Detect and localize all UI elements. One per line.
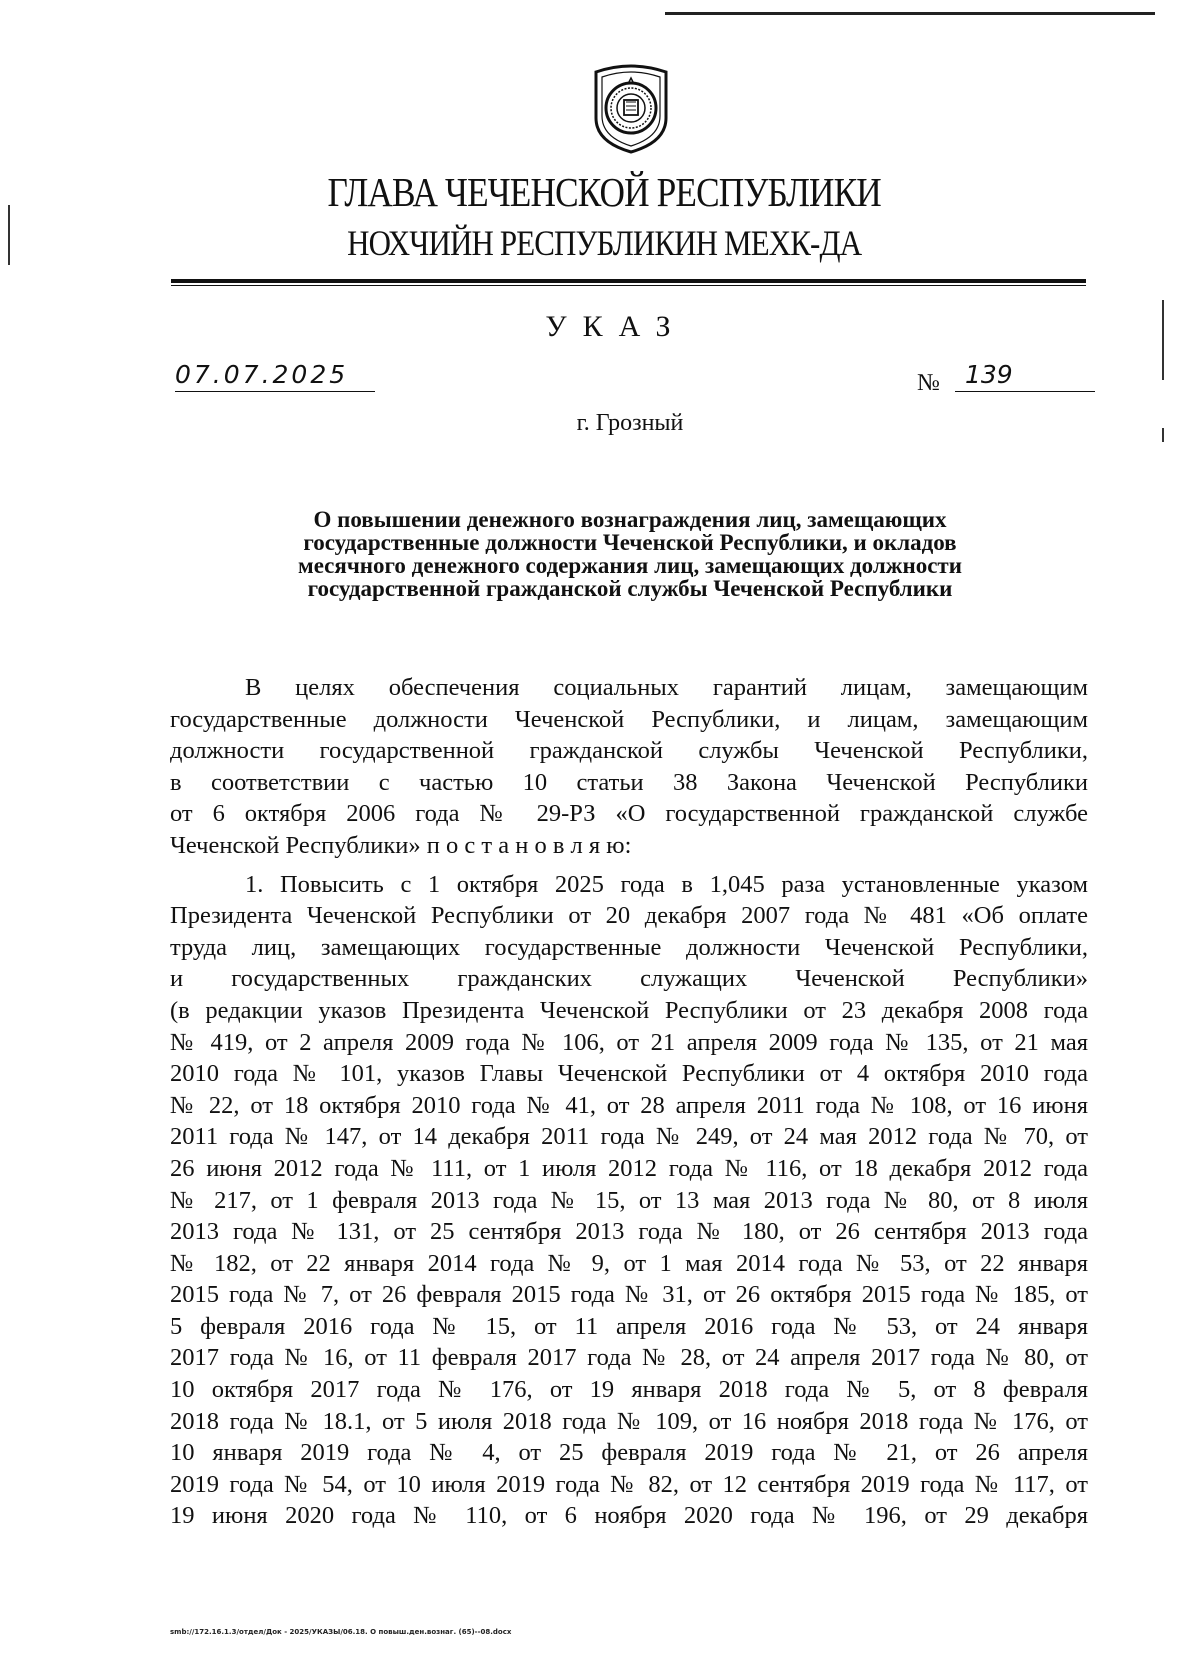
item1-line: 2019 года № 54, от 10 июля 2019 года № 82, от 12 сентября 2019 года № 117, от <box>170 1470 1088 1498</box>
document-date: 07.07.2025 <box>175 360 375 392</box>
preamble-line: государственные должности Чеченской Республики, и лицам, замещающим <box>170 705 1088 733</box>
footer-file-path: smb://172.16.1.3/отдел/Док - 2025/УКАЗЫ/06.18. О повыш.ден.вознаг. (65)--08.docx <box>170 1628 512 1636</box>
preamble-line: Чеченской Республики» п о с т а н о в л я ю: <box>170 831 632 859</box>
item1-line: и государственных гражданских служащих Чеченской Республики» <box>170 965 1088 993</box>
scan-edge-line <box>665 12 1155 15</box>
item1-line: № 419, от 2 апреля 2009 года № 106, от 21 апреля 2009 года № 135, от 21 мая <box>170 1028 1088 1056</box>
item1-line: 5 февраля 2016 года № 15, от 11 апреля 2016 года № 53, от 24 января <box>170 1312 1088 1340</box>
document-number: 139 <box>955 360 1095 392</box>
preamble-line: В целях обеспечения социальных гарантий лицам, замещающим <box>245 674 1088 701</box>
item1-line: 2011 года № 147, от 14 декабря 2011 года № 249, от 24 мая 2012 года № 70, от <box>170 1123 1088 1151</box>
preamble-line: в соответствии с частью 10 статьи 38 Закона Чеченской Республики <box>170 768 1088 796</box>
item1-line: 1. Повысить с 1 октября 2025 года в 1,045 раза установленные указом <box>245 870 1088 898</box>
preamble-line: от 6 октября 2006 года № 29-РЗ «О государственной гражданской службе <box>170 800 1088 828</box>
item1-line: 26 июня 2012 года № 111, от 1 июля 2012 года № 116, от 18 декабря 2012 года <box>170 1154 1088 1182</box>
coat-of-arms-emblem <box>590 58 672 154</box>
item1-line: 2017 года № 16, от 11 февраля 2017 года № 28, от 24 апреля 2017 года № 80, от <box>170 1344 1088 1372</box>
scan-mark-left <box>8 205 10 265</box>
item1-line: 2015 года № 7, от 26 февраля 2015 года № 31, от 26 октября 2015 года № 185, от <box>170 1281 1088 1309</box>
item1-line: 10 января 2019 года № 4, от 25 февраля 2019 года № 21, от 26 апреля <box>170 1439 1088 1467</box>
item1-line: (в редакции указов Президента Чеченской Республики от 23 декабря 2008 года <box>170 996 1088 1024</box>
item1-line: № 217, от 1 февраля 2013 года № 15, от 13 мая 2013 года № 80, от 8 июля <box>170 1186 1088 1214</box>
item1-line: 10 октября 2017 года № 176, от 19 января 2018 года № 5, от 8 февраля <box>170 1376 1088 1404</box>
preamble-line: должности государственной гражданской службы Чеченской Республики, <box>170 737 1088 765</box>
subject-line: государственной гражданской службы Чеченской Республики <box>307 576 953 601</box>
item1-line: труда лиц, замещающих государственные должности Чеченской Республики, <box>170 933 1088 961</box>
item1-line: 2010 года № 101, указов Главы Чеченской Республики от 4 октября 2010 года <box>170 1060 1088 1088</box>
item1-line: № 22, от 18 октября 2010 года № 41, от 28 апреля 2011 года № 108, от 16 июня <box>170 1091 1088 1119</box>
header-title-russian: ГЛАВА ЧЕЧЕНСКОЙ РЕСПУБЛИКИ <box>327 169 881 215</box>
item1-line: Президента Чеченской Республики от 20 декабря 2007 года № 481 «Об оплате <box>170 902 1088 930</box>
item1-line: 2013 года № 131, от 25 сентября 2013 года № 180, от 26 сентября 2013 года <box>170 1218 1088 1246</box>
header-title-chechen: НОХЧИЙН РЕСПУБЛИКИН МЕХК-ДА <box>347 223 862 263</box>
document-body <box>170 672 1088 1532</box>
subject-line: О повышении денежного вознаграждения лиц, замещающих <box>313 507 947 532</box>
item1-line: 19 июня 2020 года № 110, от 6 ноября 2020 года № 196, от 29 декабря <box>170 1502 1088 1530</box>
document-number-label: № <box>917 370 940 396</box>
subject-line: месячного денежного содержания лиц, замещающих должности <box>298 553 962 578</box>
item1-line: 2018 года № 18.1, от 5 июля 2018 года № 109, от 16 ноября 2018 года № 176, от <box>170 1407 1088 1435</box>
subject-line: государственные должности Чеченской Республики, и окладов <box>303 530 957 555</box>
document-type: УКАЗ <box>545 310 687 343</box>
document-subject <box>170 508 1090 600</box>
header-divider-thin <box>171 285 1086 286</box>
header-divider-thick <box>171 279 1086 283</box>
document-city: г. Грозный <box>576 410 684 436</box>
item1-line: № 182, от 22 января 2014 года № 9, от 1 мая 2014 года № 53, от 22 января <box>170 1249 1088 1277</box>
